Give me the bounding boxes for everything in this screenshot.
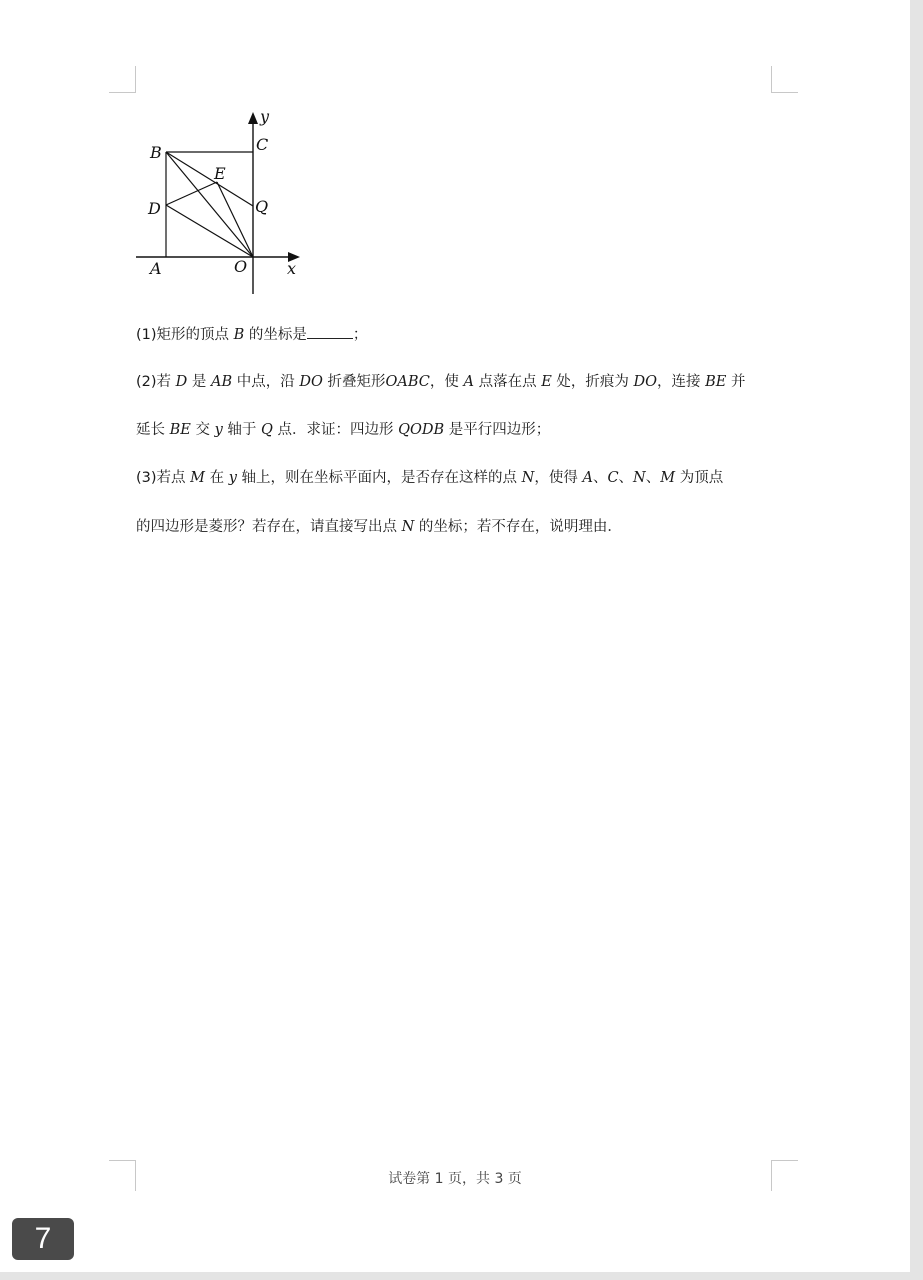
q1-text-pre: (1)矩形的顶点 (136, 327, 234, 343)
text-segment: 、 (645, 470, 661, 486)
text-segment: ，连接 (657, 374, 706, 390)
segment-DE (166, 182, 217, 205)
question-3-line-1 (136, 466, 723, 487)
text-segment: 轴上，则在坐标平面内，是否存在这样的点 (236, 470, 522, 486)
label-E: E (214, 164, 226, 183)
text-segment: 处，折痕为 (551, 374, 634, 390)
math-var: QODB (398, 422, 445, 438)
q1-var-B: B (233, 327, 245, 343)
text-segment: 点落在点 (473, 374, 542, 390)
label-B: B (150, 143, 162, 162)
text-segment: 点．求证：四边形 (272, 422, 399, 438)
math-var: BE (169, 422, 191, 438)
text-segment: ，使得 (534, 470, 583, 486)
math-var: y (228, 470, 237, 486)
text-segment: (3)若点 (136, 470, 191, 486)
geometry-figure (130, 104, 310, 304)
math-var: M (190, 470, 206, 486)
text-segment: 在 (205, 470, 229, 486)
math-var: A (582, 470, 593, 486)
text-segment: 延长 (136, 422, 170, 438)
text-segment: 并 (726, 374, 746, 390)
q1-text-post: 的坐标是 (244, 327, 307, 343)
text-segment: 轴于 (222, 422, 261, 438)
page-number-badge: 7 (12, 1218, 74, 1260)
math-var: DO (299, 374, 323, 390)
label-C: C (256, 135, 269, 154)
label-A: A (150, 259, 162, 278)
crop-mark-top-left (109, 66, 136, 93)
math-var: E (541, 374, 552, 390)
text-segment: 折叠矩形 (322, 374, 386, 390)
q1-text-end: ； (352, 327, 368, 343)
math-var: y (214, 422, 223, 438)
y-axis-arrow-icon (248, 112, 258, 124)
math-var: BE (705, 374, 727, 390)
math-var: A (463, 374, 474, 390)
text-segment: ，使 (429, 374, 464, 390)
segment-BO (166, 152, 253, 257)
crop-mark-top-right (771, 66, 798, 93)
question-2-line-1 (136, 370, 746, 391)
label-Q: Q (255, 197, 269, 216)
question-2-line-2 (136, 418, 550, 439)
math-var: OABC (385, 374, 430, 390)
text-segment: 中点，沿 (232, 374, 300, 390)
math-var: AB (211, 374, 233, 390)
text-segment: 、 (618, 470, 634, 486)
text-segment: 是 (187, 374, 212, 390)
text-segment: 的四边形是菱形？若存在，请直接写出点 (136, 519, 402, 535)
question-1 (136, 323, 367, 344)
question-3-line-2 (136, 515, 622, 536)
text-segment: 交 (190, 422, 215, 438)
label-O: O (234, 257, 248, 276)
label-y: y (260, 107, 270, 126)
text-segment: 为顶点 (675, 470, 724, 486)
text-segment: (2)若 (136, 374, 176, 390)
label-x: x (287, 259, 297, 278)
math-var: N (401, 519, 415, 535)
math-var: D (175, 374, 188, 390)
math-var: M (660, 470, 676, 486)
page-footer: 试卷第 1 页，共 3 页 (388, 1171, 522, 1187)
segment-BQ (166, 152, 253, 206)
answer-blank (307, 326, 353, 339)
math-var: Q (261, 422, 273, 438)
math-var: C (607, 470, 619, 486)
math-var: N (633, 470, 646, 486)
text-segment: 、 (592, 470, 608, 486)
math-var: N (521, 470, 535, 486)
math-var: DO (633, 374, 658, 390)
text-segment: 是平行四边形； (444, 422, 551, 438)
text-segment: 的坐标；若不存在，说明理由． (414, 519, 622, 535)
label-D: D (148, 199, 161, 218)
